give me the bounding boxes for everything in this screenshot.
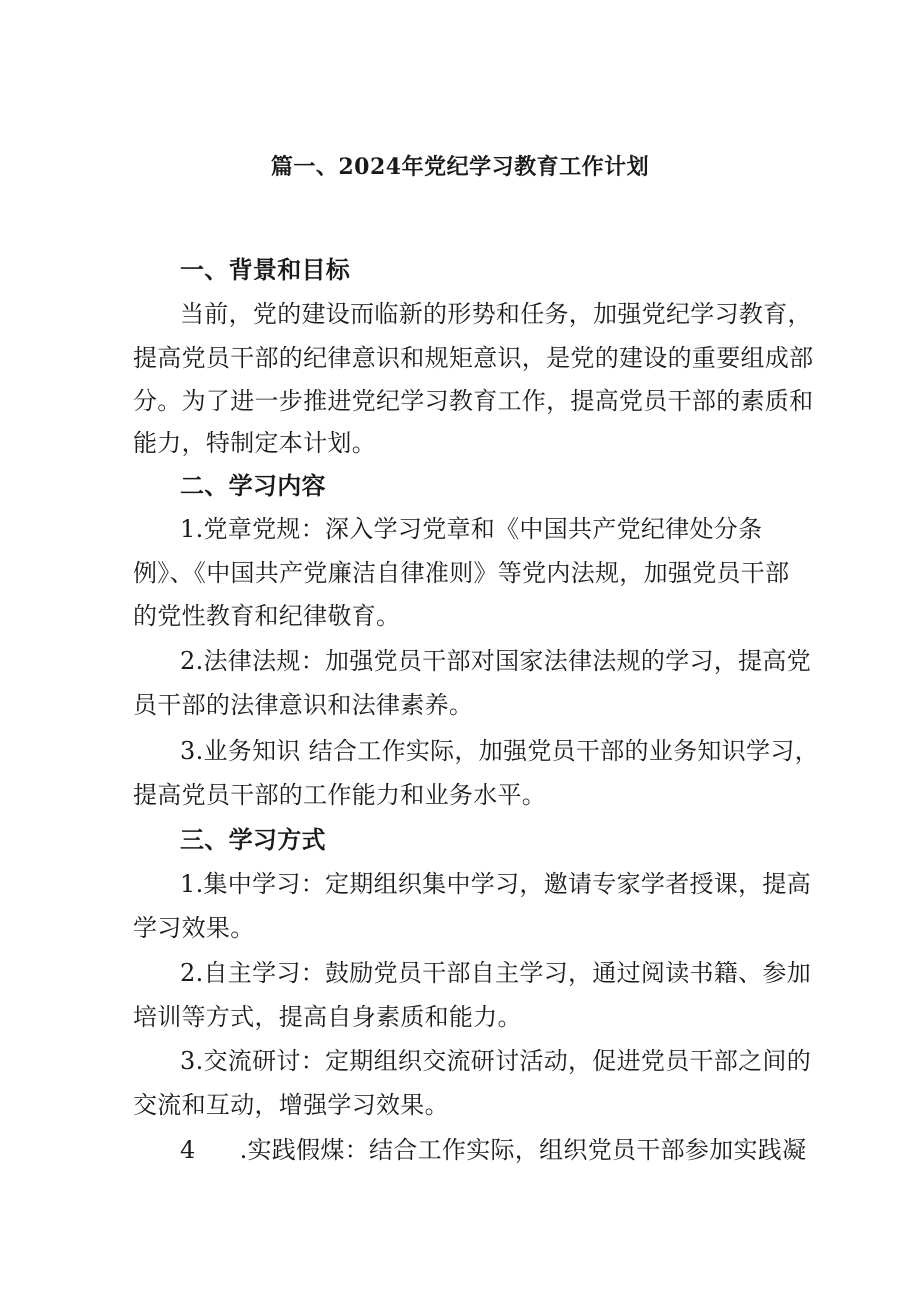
list-item-line: 的党性教育和纪律敬育。 (133, 602, 401, 630)
item-text: .交流研讨：定期组织交流研讨活动，促进党员干部之间的 (195, 1047, 812, 1075)
paragraph-line: 当前，党的建设而临新的形势和任务，加强党纪学习教育， (180, 300, 812, 328)
item-number: 1 (180, 870, 196, 898)
item-number: 2 (180, 959, 196, 987)
paragraph-line: 提高党员干部的纪律意识和规矩意识，是党的建设的重要组成部 (133, 344, 814, 372)
list-item-line (180, 1132, 807, 1168)
list-item-line: 培训等方式，提高自身素质和能力。 (133, 1003, 522, 1031)
item-number: 4 (180, 1136, 196, 1164)
list-item-line: 提高党员干部的工作能力和业务水平。 (133, 781, 547, 809)
item-text: .党章党规：深入学习党章和《中国共产党纪律处分条 (195, 515, 763, 543)
list-item-line (180, 733, 819, 769)
paragraph-line: 分。为了进一步推进党纪学习教育工作，提高党员干部的素质和 (133, 387, 814, 415)
list-item-line (180, 1043, 812, 1079)
list-item-line: 学习效果。 (133, 914, 255, 942)
item-number: 1 (180, 515, 196, 543)
list-item-line (180, 511, 795, 547)
item-number: 3 (180, 1047, 196, 1075)
item-text: .实践假煤：结合工作实际，组织党员干部参加实践凝 (239, 1136, 807, 1164)
page-title: 篇一、2024年党纪学习教育工作计划 (270, 154, 650, 180)
list-item-line: 交流和互动，增强学习效果。 (133, 1091, 449, 1119)
item-number: 3 (180, 737, 196, 765)
item-text: .集中学习：定期组织集中学习，邀请专家学者授课，提高 (195, 870, 812, 898)
list-item-line (180, 955, 812, 991)
list-item-line: 员干部的法律意识和法律素养。 (133, 691, 474, 719)
section-heading-method: 三、学习方式 (180, 825, 326, 854)
list-item-line: 例》、《中国共产党廉洁自律准则》等党内法规，加强党员干部 (133, 559, 790, 587)
section-heading-content: 二、学习内容 (180, 471, 326, 500)
list-item-line (180, 866, 812, 902)
item-text: .法律法规：加强党员干部对国家法律法规的学习，提高党 (195, 647, 812, 675)
item-text: .业务知识 结合工作实际，加强党员干部的业务知识学习， (195, 737, 819, 765)
section-heading-background: 一、背景和目标 (180, 255, 351, 284)
item-text: .自主学习：鼓励党员干部自主学习，通过阅读书籍、参加 (195, 959, 812, 987)
list-item-line (180, 643, 812, 679)
paragraph-line: 能力，特制定本计划。 (133, 429, 376, 457)
item-number: 2 (180, 647, 196, 675)
